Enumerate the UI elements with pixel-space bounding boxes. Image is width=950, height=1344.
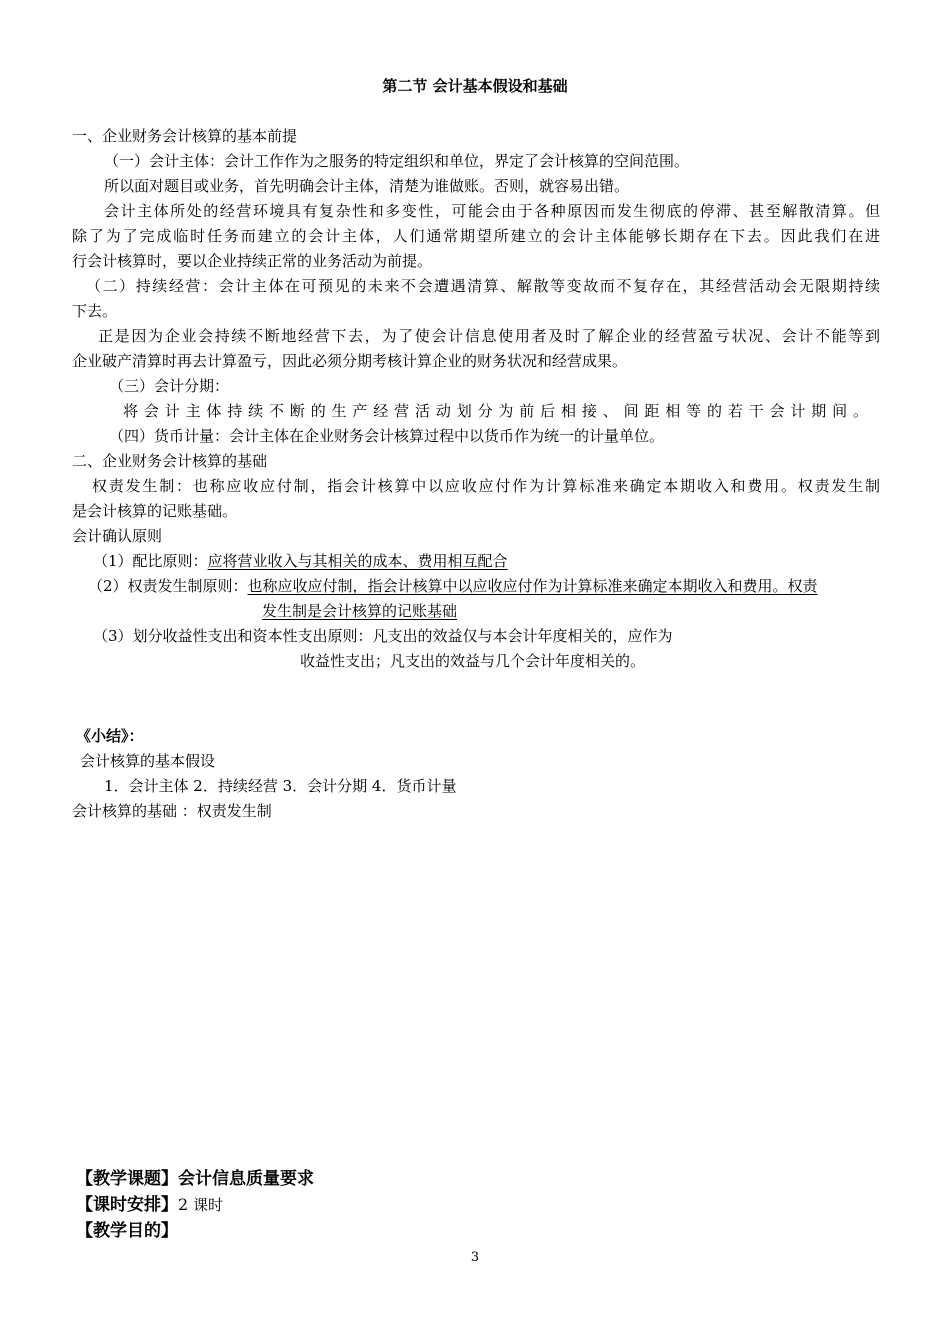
lesson-hours-line (76, 1195, 880, 1215)
entity-note: 所以面对题目或业务，首先明确会计主体，清楚为谁做账。否则，就容易出错。 (104, 177, 630, 195)
accrual-principle-line2 (262, 601, 880, 621)
summary-assumptions-heading: 会计核算的基本假设 (80, 752, 216, 770)
matching-principle-label: （1）配比原则： (93, 552, 208, 570)
lesson-hours-number: 2 (178, 1195, 189, 1214)
going-concern-line2: 下去。 (72, 302, 118, 320)
entity-env-paragraph-line3: 行会计核算时，要以企业持续正常的业务活动为前提。 (72, 252, 433, 270)
lesson-topic-value: 会计信息质量要求 (178, 1169, 314, 1189)
accrual-basis-line2: 是会计核算的记账基础。 (72, 502, 238, 520)
matching-principle-text: 应将营业收入与其相关的成本、费用相互配合 (207, 552, 508, 570)
page-number: 3 (470, 1250, 480, 1265)
recognition-principles-heading: 会计确认原则 (72, 527, 163, 545)
accrual-principle-text1: 也称应收应付制，指会计核算中以应收应付作为计算标准来确定本期收入和费用。权责 (247, 577, 818, 595)
accounting-period-heading: （三）会计分期： (109, 377, 230, 395)
entity-env-paragraph-line2: 除了为了完成临时任务而建立的会计主体，人们通常期望所建立的会计主体能够长期存在下去。因此我们在进 (72, 227, 880, 245)
lesson-hours-unit: 课时 (188, 1196, 223, 1214)
summary-basis-line: 会计核算的基础 ：权责发生制 (72, 802, 272, 820)
section-title: 第二节 会计基本假设和基础 (382, 77, 568, 95)
lesson-topic-label: 【教学课题】 (76, 1169, 178, 1189)
going-concern-line1: （二）持续经营：会计主体在可预见的未来不会遭遇清算、解散等变故而不复存在，其经营活动会无限期持续 (86, 277, 880, 295)
accrual-principle-label: （2）权责发生制原则： (88, 577, 248, 595)
lesson-topic-line (76, 1169, 880, 1189)
section1-heading: 一、企业财务会计核算的基本前提 (72, 127, 298, 145)
section2-heading: 二、企业财务会计核算的基础 (72, 452, 268, 470)
lesson-goal-line (76, 1221, 880, 1241)
matching-principle-line (93, 551, 880, 571)
accounting-period-definition: 将会计主体持续不断的生产经营活动划分为前后相接、间距相等的若干会计期间。 (123, 402, 868, 420)
monetary-measure-line: （四）货币计量：会计主体在企业财务会计核算过程中以货币作为统一的计量单位。 (109, 427, 665, 445)
expenditure-principle-line2: 收益性支出；凡支出的效益与几个会计年度相关的。 (300, 652, 646, 670)
lesson-goal-label: 【教学目的】 (76, 1221, 178, 1241)
accrual-principle-line1 (88, 576, 880, 596)
going-concern-paragraph-line1: 正是因为企业会持续不断地经营下去，为了使会计信息使用者及时了解企业的经营盈亏状况、会计不能等到 (98, 327, 880, 345)
summary-assumptions-list: 1．会计主体 2．持续经营 3．会计分期 4．货币计量 (104, 777, 457, 795)
entity-env-paragraph-line1: 会计主体所处的经营环境具有复杂性和多变性，可能会由于各种原因而发生彻底的停滞、甚至解散清算。但 (104, 202, 880, 220)
expenditure-principle-line1: （3）划分收益性支出和资本性支出原则：凡支出的效益仅与本会计年度相关的，应作为 (93, 627, 673, 645)
entity-definition: （一）会计主体：会计工作作为之服务的特定组织和单位，界定了会计核算的空间范围。 (104, 152, 690, 170)
lesson-hours-label: 【课时安排】 (76, 1195, 178, 1215)
summary-heading: 《小结》： (76, 727, 144, 745)
going-concern-paragraph-line2: 企业破产清算时再去计算盈亏，因此必须分期考核计算企业的财务状况和经营成果。 (72, 352, 628, 370)
accrual-principle-text2: 发生制是会计核算的记账基础 (262, 602, 458, 620)
accrual-basis-line1: 权责发生制：也称应收应付制，指会计核算中以应收应付作为计算标准来确定本期收入和费用。权责发生制 (92, 477, 880, 495)
